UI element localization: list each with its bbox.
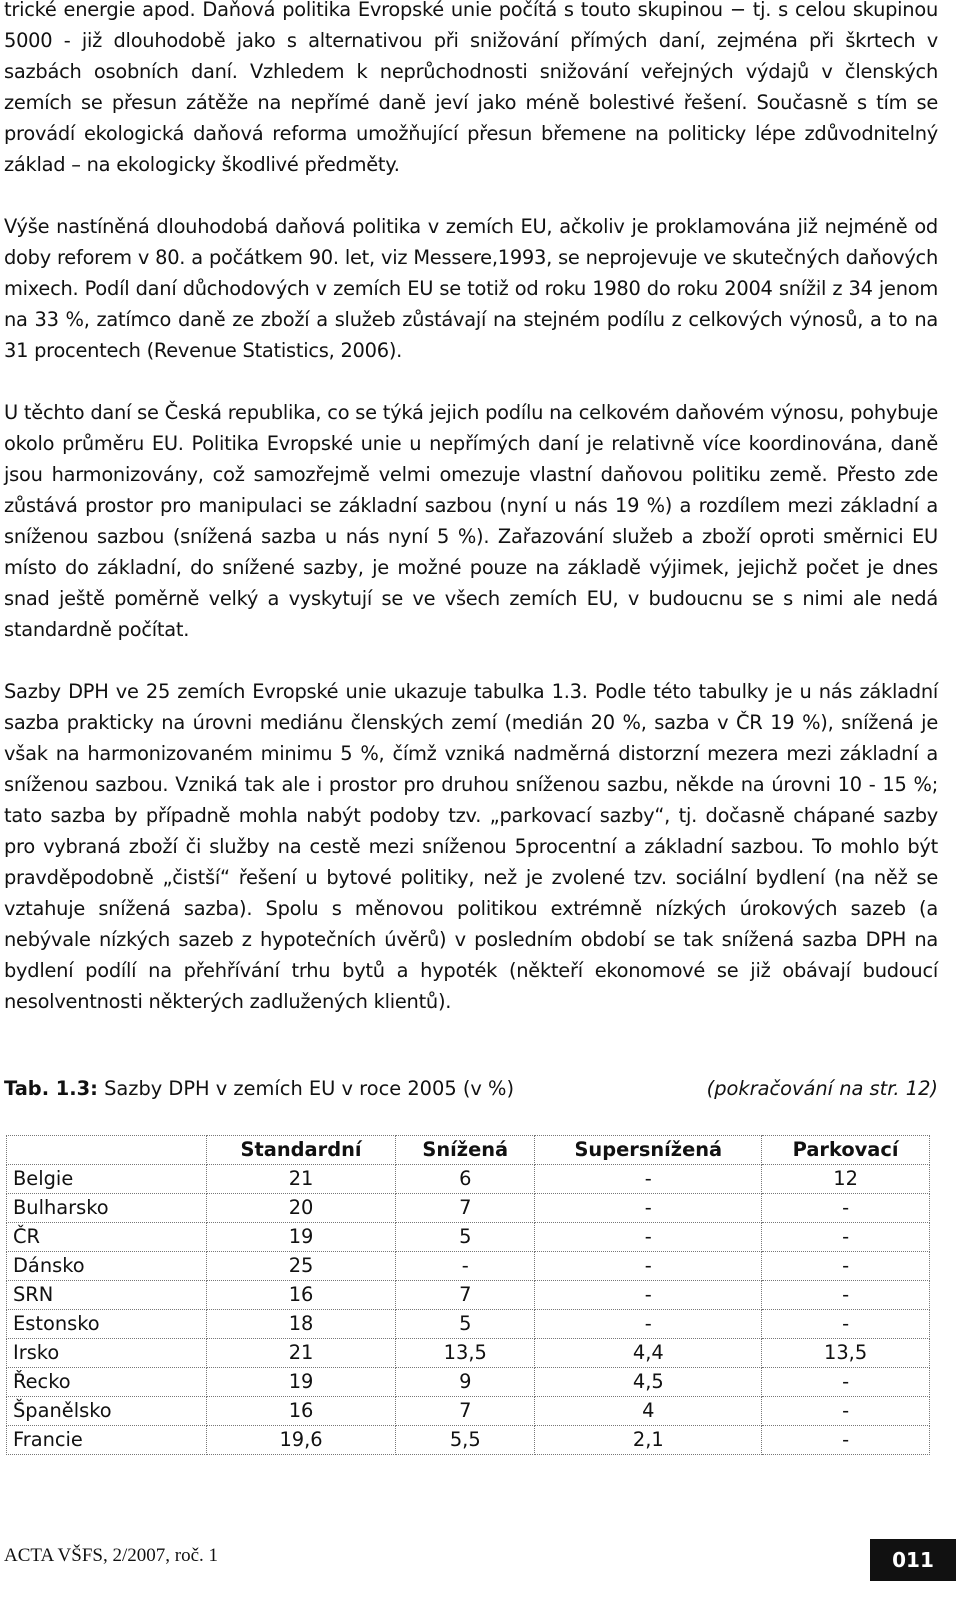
- table-cell-country: Francie: [7, 1426, 207, 1455]
- table-cell-value: 9: [396, 1368, 535, 1397]
- header-country: [7, 1136, 207, 1165]
- table-cell-value: 16: [207, 1281, 396, 1310]
- table-cell-value: -: [535, 1281, 762, 1310]
- table-continuation-note: (pokračování na str. 12): [706, 1077, 938, 1100]
- paragraph-1: trické energie apod. Daňová politika Evropské unie počítá s touto skupinou − tj. s celou skupinou 5000 - již dlouhodobě jako s alternativou při snižování přímých daní, zejména při škrtech v sazbách osobních daní. Vzhledem k neprůchodnosti snižování veřejných výdajů v členských zemích se přesun zátěže na nepřímé daně jeví jako méně bolestivé řešení. Současně s tím se provádí ekologická daňová reforma umožňující přesun břemene na politicky lépe zdůvodnitelný základ – na ekologicky škodlivé předměty.: [4, 0, 938, 176]
- table-cell-value: 20: [207, 1194, 396, 1223]
- table-cell-value: -: [762, 1397, 930, 1426]
- table-row: [7, 1281, 930, 1310]
- table-cell-value: 7: [396, 1397, 535, 1426]
- header-reduced: Snížená: [396, 1136, 535, 1165]
- table-cell-value: 12: [762, 1165, 930, 1194]
- table-row: [7, 1426, 930, 1455]
- table-cell-value: 21: [207, 1165, 396, 1194]
- paragraph-3: U těchto daní se Česká republika, co se týká jejich podílu na celkovém daňovém výnosu, pohybuje okolo průměru EU. Politika Evropské unie u nepřímých daní je relativně více koordinována, daně jsou harmonizovány, což samozřejmě velmi omezuje vlastní daňovou politiku země. Přesto zde zůstává prostor pro manipulaci se základní sazbou (nyní u nás 19 %) a rozdílem mezi základní a sníženou sazbou (snížená sazba u nás nyní 5 %). Zařazování služeb a zboží oproti směrnici EU místo do základní, do snížené sazby, je možné pouze na základě výjimek, jejichž počet je dnes snad ještě poměrně velký a vyskytují se ve všech zemích EU, v budoucnu se s nimi ale nedá standardně počítat.: [4, 401, 938, 641]
- table-cell-value: 5: [396, 1310, 535, 1339]
- table-cell-country: Řecko: [7, 1368, 207, 1397]
- table-caption-main: [4, 1073, 514, 1104]
- table-row: [7, 1339, 930, 1368]
- table-cell-value: -: [535, 1223, 762, 1252]
- table-cell-country: Španělsko: [7, 1397, 207, 1426]
- table-cell-value: -: [762, 1368, 930, 1397]
- table-header-row: [7, 1136, 930, 1165]
- table-cell-country: ČR: [7, 1223, 207, 1252]
- table-cell-value: 4,4: [535, 1339, 762, 1368]
- table-cell-value: -: [762, 1223, 930, 1252]
- table-cell-value: 21: [207, 1339, 396, 1368]
- table-cell-value: -: [762, 1426, 930, 1455]
- table-row: [7, 1165, 930, 1194]
- table-cell-value: 7: [396, 1194, 535, 1223]
- table-label: Tab. 1.3:: [4, 1077, 98, 1100]
- table-cell-value: 13,5: [396, 1339, 535, 1368]
- table-cell-value: -: [535, 1194, 762, 1223]
- table-row: [7, 1223, 930, 1252]
- table-cell-value: -: [762, 1310, 930, 1339]
- table-cell-value: -: [535, 1310, 762, 1339]
- table-title: Sazby DPH v zemích EU v roce 2005 (v %): [97, 1077, 515, 1100]
- table-cell-country: SRN: [7, 1281, 207, 1310]
- paragraph-2: Výše nastíněná dlouhodobá daňová politika v zemích EU, ačkoliv je proklamována již nejméně od doby reforem v 80. a počátkem 90. let, viz Messere,1993, se neprojevuje ve skutečných daňových mixech. Podíl daní důchodových v zemích EU se totiž od roku 1980 do roku 2004 snížil z 34 jenom na 33 %, zatímco daně ze zboží a služeb zůstávají na stejném podílu z celkových výnosů, a to na 31 procentech (Revenue Statistics, 2006).: [4, 215, 938, 362]
- table-cell-country: Bulharsko: [7, 1194, 207, 1223]
- table-cell-value: 6: [396, 1165, 535, 1194]
- article-body: [4, 0, 938, 1017]
- table-cell-value: 13,5: [762, 1339, 930, 1368]
- table-cell-value: -: [762, 1252, 930, 1281]
- table-cell-value: 5,5: [396, 1426, 535, 1455]
- table-cell-value: 19: [207, 1223, 396, 1252]
- table-row: [7, 1194, 930, 1223]
- table-cell-value: 4: [535, 1397, 762, 1426]
- table-cell-value: 18: [207, 1310, 396, 1339]
- table-cell-country: Belgie: [7, 1165, 207, 1194]
- vat-rates-table: [6, 1135, 930, 1455]
- table-cell-value: -: [762, 1281, 930, 1310]
- page-number: 011: [870, 1539, 956, 1581]
- header-parking: Parkovací: [762, 1136, 930, 1165]
- table-cell-country: Dánsko: [7, 1252, 207, 1281]
- journal-footer: ACTA VŠFS, 2/2007, roč. 1: [4, 1545, 219, 1566]
- table-cell-value: -: [535, 1252, 762, 1281]
- table-cell-value: 25: [207, 1252, 396, 1281]
- table-cell-value: 4,5: [535, 1368, 762, 1397]
- table-caption: [4, 1073, 938, 1104]
- table-row: [7, 1310, 930, 1339]
- table-cell-country: Estonsko: [7, 1310, 207, 1339]
- table-cell-value: 19,6: [207, 1426, 396, 1455]
- table-cell-country: Irsko: [7, 1339, 207, 1368]
- table-cell-value: -: [535, 1165, 762, 1194]
- table-cell-value: 19: [207, 1368, 396, 1397]
- table-cell-value: -: [396, 1252, 535, 1281]
- table-cell-value: 16: [207, 1397, 396, 1426]
- table-cell-value: 5: [396, 1223, 535, 1252]
- table-cell-value: -: [762, 1194, 930, 1223]
- table-row: [7, 1252, 930, 1281]
- paragraph-4: Sazby DPH ve 25 zemích Evropské unie ukazuje tabulka 1.3. Podle této tabulky je u nás základní sazba prakticky na úrovni mediánu členských zemí (medián 20 %, sazba v ČR 19 %), snížená je však na harmonizovaném minimu 5 %, čímž vzniká nadměrná distorzní mezera mezi základní a sníženou sazbou. Vzniká tak ale i prostor pro druhou sníženou sazbu, někde na úrovni 10 - 15 %; tato sazba by případně mohla nabýt podoby tzv. „parkovací sazby“, tj. dočasně chápané sazby pro vybraná zboží či služby na cestě mezi sníženou 5procentní a základní sazbou. To mohlo být pravděpodobně „čistší“ řešení u bytové politiky, než je zvolené tzv. sociální bydlení (na něž se vztahuje snížená sazba). Spolu s měnovou politikou extrémně nízkých úrokových sazeb (a nebývale nízkých sazeb z hypotečních úvěrů) v posledním období se tak snížená sazba DPH na bydlení podílí na přehřívání trhu bytů a hypoték (někteří ekonomové se již obávají budoucí nesolventnosti některých zadlužených klientů).: [4, 680, 938, 1013]
- header-super-reduced: Supersnížená: [535, 1136, 762, 1165]
- table-row: [7, 1368, 930, 1397]
- table-body: [7, 1165, 930, 1455]
- header-standard: Standardní: [207, 1136, 396, 1165]
- table-cell-value: 2,1: [535, 1426, 762, 1455]
- table-row: [7, 1397, 930, 1426]
- table-cell-value: 7: [396, 1281, 535, 1310]
